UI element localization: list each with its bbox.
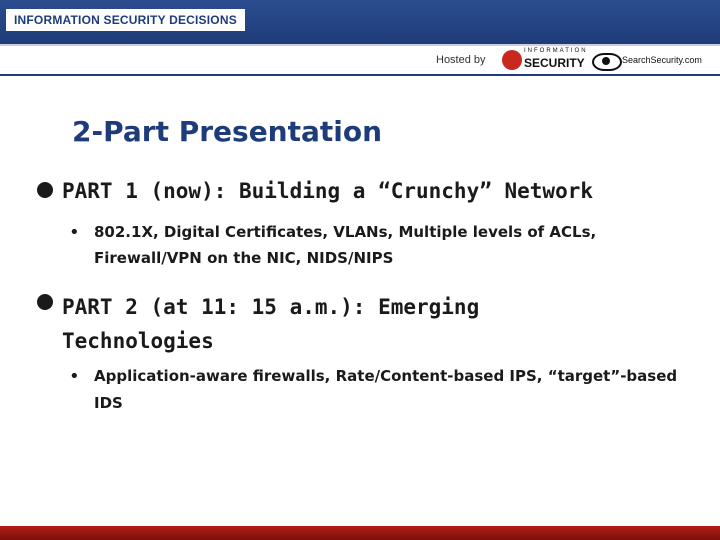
bullet-part-1: PART 1 (now): Building a “Crunchy” Network [62,179,594,203]
bullet-icon [37,294,53,310]
sponsor-row [0,46,720,76]
security-logo-main-text: SECURITY [524,56,585,70]
bullet-part-2: PART 2 (at 11: 15 a.m.): Emerging Technologies [62,295,480,353]
security-logo-icon [502,50,522,70]
searchsecurity-logo [590,49,715,73]
information-security-logo [502,48,588,72]
footer-bar [0,526,720,540]
bullet-icon [37,182,53,198]
slide-title: 2-Part Presentation [72,115,383,148]
sub-bullet-icon: • [69,366,80,387]
security-logo-top-text: INFORMATION [524,48,588,54]
header-bar [0,0,720,46]
sub-bullet-icon: • [69,222,80,243]
header-divider [0,74,720,76]
brand-logo: INFORMATION SECURITY DECISIONS [6,9,245,31]
sub-bullet-part-2: Application-aware firewalls, Rate/Content-based IPS, “target”-based IDS [94,367,678,412]
hosted-by-label: Hosted by [436,54,486,66]
searchsecurity-text: SearchSecurity.com [622,55,702,65]
sub-bullet-part-1: 802.1X, Digital Certificates, VLANs, Multiple levels of ACLs, Firewall/VPN on the NIC, NIDS/NIPS [94,223,597,267]
eye-pupil [602,57,610,65]
